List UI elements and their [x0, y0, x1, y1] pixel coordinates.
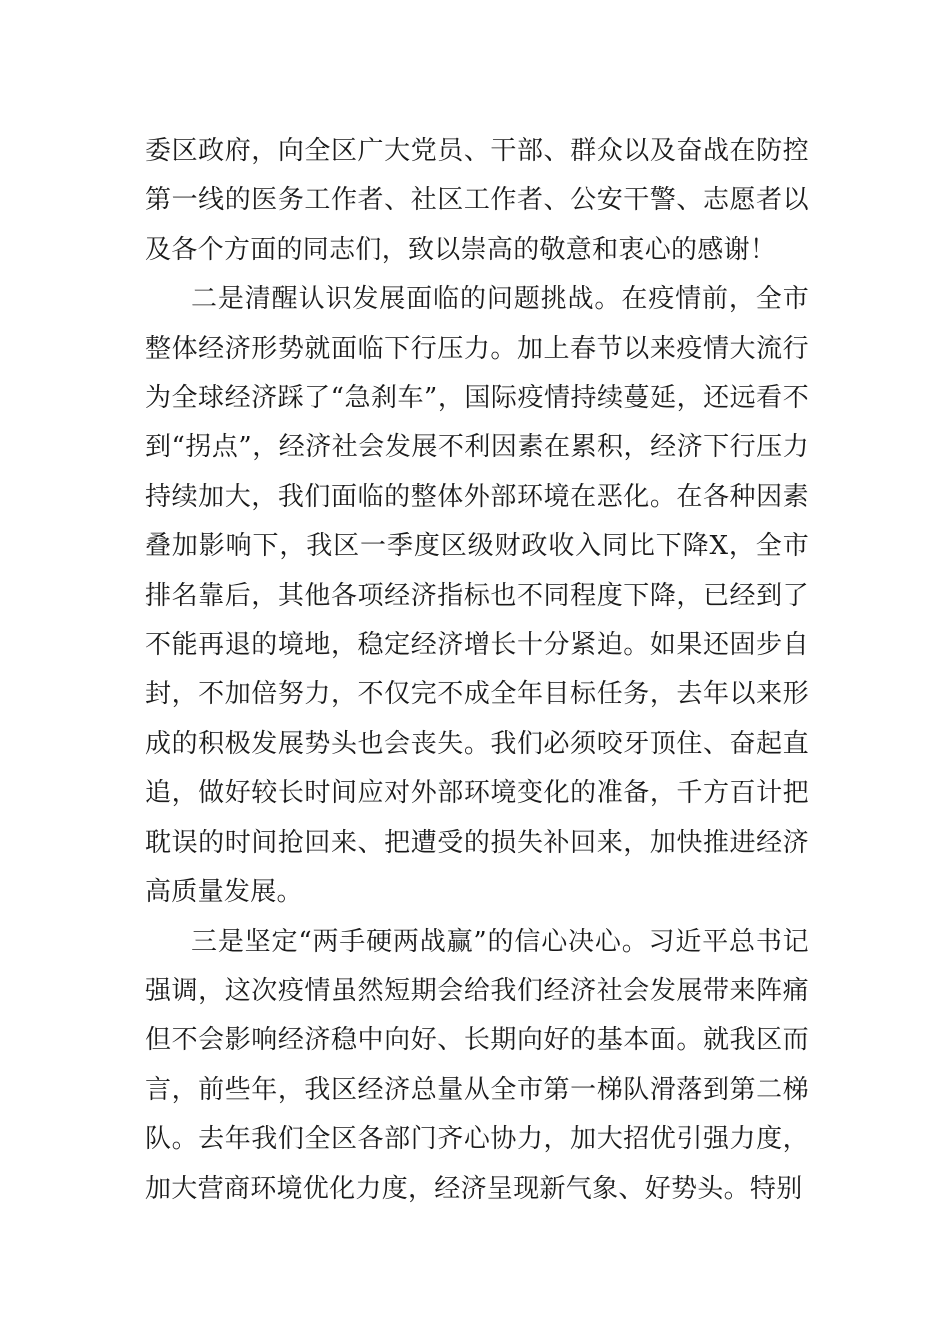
document-body	[145, 127, 809, 1214]
paragraph-3: 三是坚定“两手硬两战赢”的信心决心。习近平总书记强调，这次疫情虽然短期会给我们经济社会发展带来阵痛但不会影响经济稳中向好、长期向好的基本面。就我区而言，前些年，我区经济总量从全市第一梯队滑落到第二梯队。去年我们全区各部门齐心协力，加大招优引强力度，加大营商环境优化力度，经济呈现新气象、好势头。特别	[145, 926, 809, 1204]
paragraph-2: 二是清醒认识发展面临的问题挑战。在疫情前，全市整体经济形势就面临下行压力。加上春节以来疫情大流行为全球经济踩了“急刹车”，国际疫情持续蔓延，还远看不到“拐点”，经济社会发展不利因素在累积，经济下行压力持续加大，我们面临的整体外部环境在恶化。在各种因素叠加影响下，我区一季度区级财政收入同比下降X，全市排名靠后，其他各项经济指标也不同程度下降，已经到了不能再退的境地，稳定经济增长十分紧迫。如果还固步自封，不加倍努力，不仅完不成全年目标任务，去年以来形成的积极发展势头也会丧失。我们必须咬牙顶住、奋起直追，做好较长时间应对外部环境变化的准备，千方百计把耽误的时间抢回来、把遭受的损失补回来，加快推进经济高质量发展。	[145, 284, 809, 908]
paragraph-1: 委区政府，向全区广大党员、干部、群众以及奋战在防控第一线的医务工作者、社区工作者、公安干警、志愿者以及各个方面的同志们，致以崇高的敬意和衷心的感谢！	[145, 136, 809, 265]
